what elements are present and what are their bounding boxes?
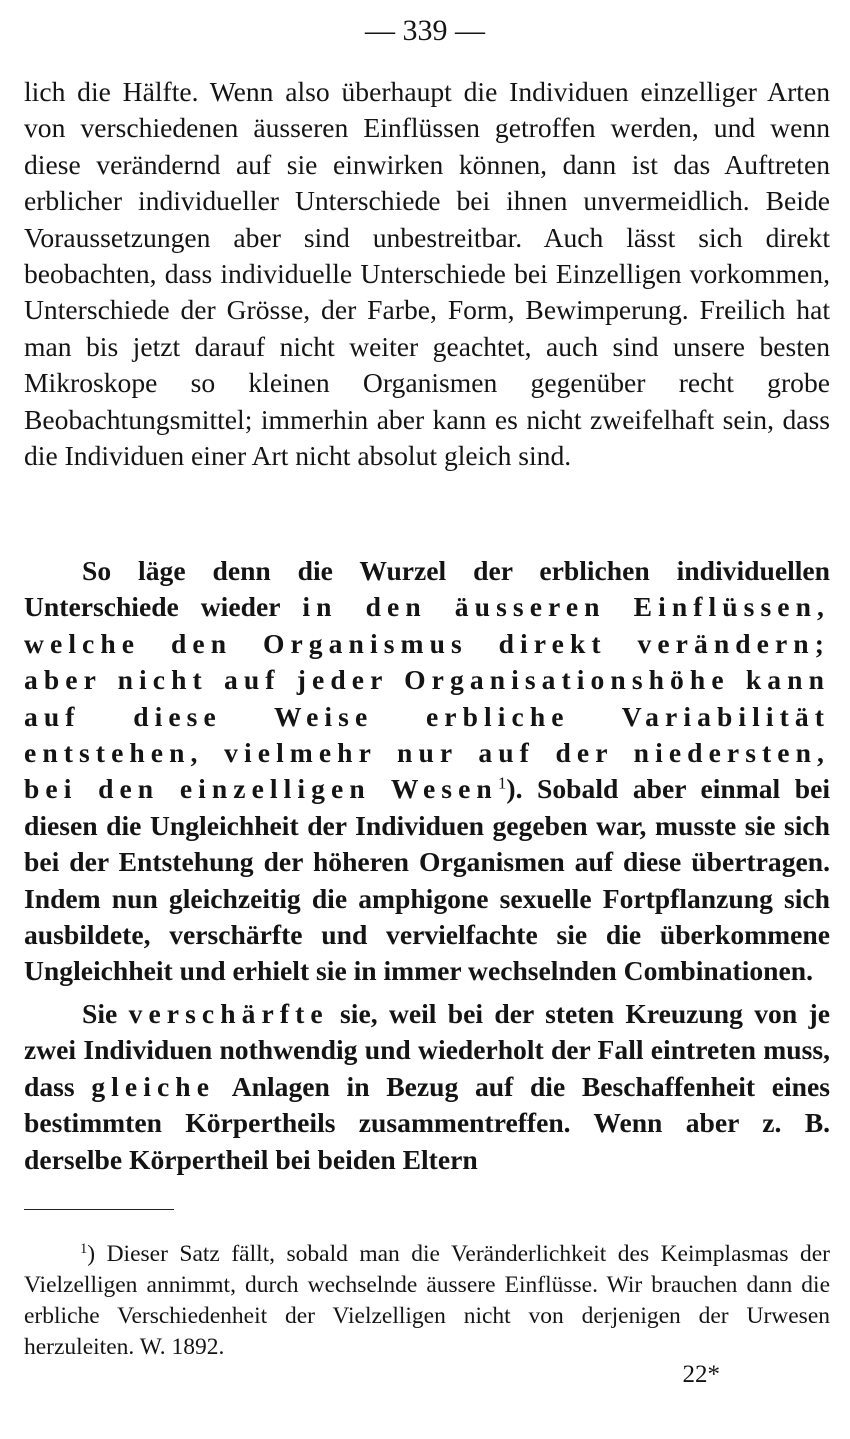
paragraph-3	[24, 996, 830, 1178]
paragraph-3-middle: sie, weil bei der steten Kreuzung von je zwei Individuen nothwendig und wiederholt der Fall eintreten muss, dass	[24, 998, 830, 1102]
footnote-marker: 1	[80, 1241, 88, 1257]
paragraph-3-rest: Anlagen in Bezug auf die Beschaffenheit eines bestimmten Körpertheils zusammentreffen. Wenn aber z. B. derselbe Körpertheil bei beiden Eltern	[24, 1070, 831, 1175]
footnote-divider	[24, 1209, 174, 1210]
paragraph-2-spaced-emphasis: in den äusseren Einflüssen, welche den Organismus direkt verändern; aber nicht auf jeder Organisationshöhe kann auf diese Weise erbliche Variabilität entstehen, vielmehr nur auf der niedersten, bei den einzelligen Wesen	[24, 591, 830, 805]
footnote-1	[24, 1239, 830, 1363]
paragraph-2-lead: So läge denn die Wurzel der erblichen individuellen Unterschiede wieder	[24, 555, 830, 623]
footnote-section	[24, 1239, 830, 1363]
footnote-reference: 1	[497, 774, 507, 794]
paragraph-1: lich die Hälfte. Wenn also überhaupt die Individuen einzelliger Arten von verschiedenen äusseren Einflüssen getroffen werden, und wenn diese verändernd auf sie einwirken können, dann ist das Auftreten erblicher individueller Unterschiede bei ihnen unvermeidlich. Beide Voraussetzungen aber sind unbestreitbar. Auch lässt sich direkt beobachten, dass individuelle Unterschiede bei Einzelligen vorkommen, Unterschiede der Grösse, der Farbe, Form, Bewimperung. Freilich hat man bis jetzt darauf nicht weiter geachtet, auch sind unsere besten Mikroskope so kleinen Organismen gegenüber recht grobe Beobachtungsmittel; immerhin aber kann es nicht zweifelhaft sein, dass die Individuen einer Art nicht absolut gleich sind.	[24, 76, 830, 472]
paragraph-3-spaced-emphasis-1: verschärfte	[128, 998, 329, 1029]
paragraph-3-spaced-emphasis-2: gleiche	[91, 1070, 216, 1102]
paragraph-2	[24, 553, 830, 990]
paragraph-3-lead: Sie	[82, 998, 118, 1029]
footnote-text: ) Dieser Satz fällt, sobald man die Veränderlichkeit des Keimplasmas der Vielzelligen annimmt, durch wechselnde äussere Einflüsse. Wir brauchen dann die erbliche Verschiedenheit der Vielzelligen nicht von derjenigen der Urwesen herzuleiten. W. 1892.	[24, 1241, 830, 1360]
page-number: — 339 —	[365, 14, 485, 47]
printer-signature-mark: 22*	[682, 1361, 720, 1388]
paragraph-2-rest: ). Sobald aber einmal bei diesen die Ungleichheit der Individuen gegeben war, musste sie sich bei der Entstehung der höheren Organismen auf diese übertragen. Indem nun gleichzeitig die amphigone sexuelle Fortpflanzung sich ausbildete, verschärfte und vervielfachte sie die überkommene Ungleichheit und erhielt sie in immer wechselnden Combinationen.	[24, 773, 830, 987]
